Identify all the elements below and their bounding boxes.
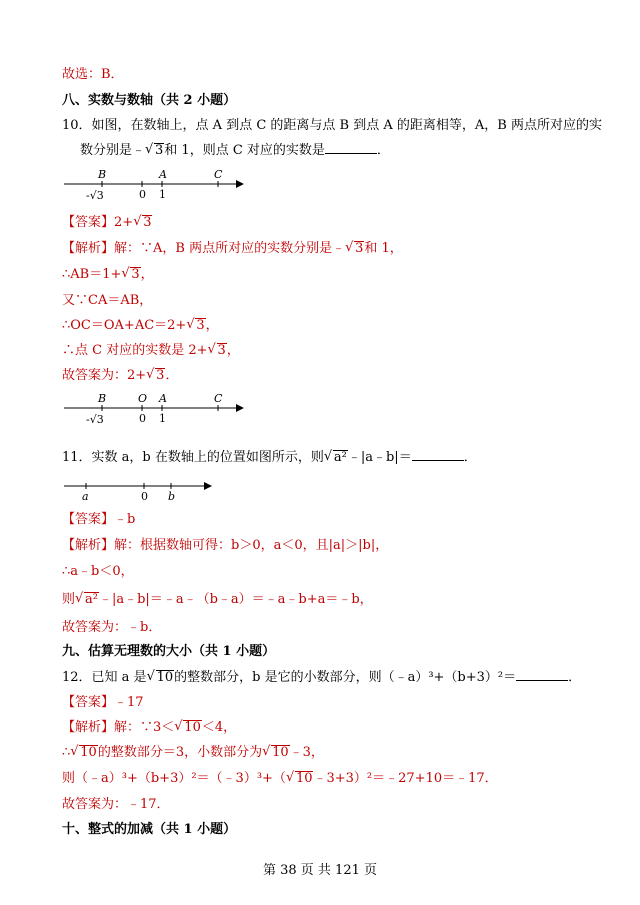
question-12 — [62, 668, 581, 687]
solution-12-line3 — [62, 770, 498, 788]
q12-text: ． — [568, 670, 582, 685]
solution-text: 解：∵A，B 两点所对应的实数分别是﹣ — [114, 241, 346, 256]
number-line-1 — [60, 166, 250, 210]
q12-text: 的整数部分，b 是它的小数部分，则（﹣a）³+（b+3）²＝ — [174, 670, 517, 685]
axis1-label-neg-sqrt3: -√3 — [86, 189, 104, 202]
solution-11-line2: ∴a﹣b＜0， — [62, 564, 134, 579]
q10-text: 数分别是﹣ — [80, 143, 146, 158]
sqrt-10: √ 10 — [286, 770, 314, 788]
answer-10 — [62, 214, 152, 232]
answer-12 — [62, 694, 144, 712]
solution-11-line3 — [62, 591, 373, 609]
answer-blank — [516, 668, 568, 681]
solution-text: 和 1， — [364, 241, 403, 256]
solution-12-line1 — [62, 719, 236, 737]
axis3-label-b: b — [168, 490, 176, 503]
axis2-label-b: B — [98, 392, 107, 405]
q11-text: 11．实数 a，b 在数轴上的位置如图所示，则 — [62, 450, 324, 465]
sqrt-10: √ 10 — [262, 744, 290, 762]
axis1-label-b: B — [98, 168, 107, 181]
q12-text: 12．已知 a 是 — [62, 670, 147, 685]
solution-10-line5 — [62, 342, 240, 360]
solution-text: ﹣3+3）²＝﹣27+10＝﹣17． — [313, 771, 498, 786]
section-heading-10: 十、整式的加减（共 1 小题） — [62, 822, 237, 837]
solution-tag: 【解析】 — [62, 241, 115, 256]
answer-tag: 【答案】 — [62, 695, 115, 710]
solution-text: 解：根据数轴可得：b＞0，a＜0，且|a|＞|b|， — [114, 538, 389, 553]
axis2-label-0: 0 — [139, 412, 146, 425]
axis3-label-0: 0 — [141, 490, 148, 503]
question-10-line2 — [80, 141, 390, 160]
answer-blank — [412, 448, 464, 461]
solution-10-line2 — [62, 266, 154, 284]
q10-text: 和 1，则点 C 对应的实数是 — [164, 143, 325, 158]
section-heading-8: 八、实数与数轴（共 2 小题） — [62, 93, 237, 108]
answer-11-value: ﹣b — [114, 512, 136, 527]
solution-11-line1 — [62, 537, 388, 555]
question-11 — [62, 448, 477, 467]
solution-text: ∴OC＝OA+AC＝2+ — [62, 318, 187, 333]
answer-tag: 【答案】 — [62, 215, 115, 230]
axis3-label-a: a — [82, 490, 89, 503]
axis1-label-0: 0 — [139, 188, 146, 201]
solution-11-line4: 故答案为：﹣b． — [62, 620, 162, 635]
sqrt-10: √ 10 — [70, 744, 98, 762]
axis2-label-1: 1 — [159, 412, 166, 425]
solution-12-line4: 故答案为：﹣17． — [62, 797, 170, 812]
q10-text: ． — [376, 143, 390, 158]
number-line-3 — [60, 474, 220, 504]
solution-12-line2 — [62, 744, 324, 762]
q11-text: ﹣|a﹣b|＝ — [347, 450, 412, 465]
solution-text: ＜4， — [201, 720, 237, 735]
sqrt-3: √ 3 — [145, 142, 164, 160]
axis1-label-1: 1 — [159, 188, 166, 201]
question-10-line1: 10．如图，在数轴上，点 A 到点 C 的距离与点 B 到点 A 的距离相等，A，B 两点所对应的实 — [62, 118, 602, 133]
solution-tag: 【解析】 — [62, 538, 115, 553]
solution-10-line4 — [62, 317, 219, 335]
axis1-label-a: A — [159, 168, 167, 181]
axis2-label-neg-sqrt3: -√3 — [86, 413, 104, 426]
solution-text: 解：∵3＜ — [114, 720, 175, 735]
solution-text: ∴点 C 对应的实数是 2+ — [62, 343, 208, 358]
solution-text: ﹣|a﹣b|＝﹣a﹣（b﹣a）＝﹣a﹣b+a＝﹣b， — [98, 592, 373, 607]
sqrt-3: √ 3 — [121, 266, 140, 284]
answer-tag: 【答案】 — [62, 512, 115, 527]
sqrt-a-squared: √ a² — [324, 449, 348, 467]
sqrt-10: √ 10 — [147, 669, 175, 687]
section-heading-9: 九、估算无理数的大小（共 1 小题） — [62, 644, 276, 659]
sqrt-3: √ 3 — [146, 367, 165, 385]
solution-text: ， — [226, 343, 240, 358]
solution-10-line3: 又∵CA＝AB， — [62, 293, 153, 308]
answer-10-value: 2+ — [114, 215, 134, 230]
axis2-label-a: A — [159, 392, 167, 405]
sqrt-10: √ 10 — [174, 719, 202, 737]
axis2-label-c: C — [214, 392, 223, 405]
axis1-label-c: C — [214, 168, 223, 181]
solution-10-line1 — [62, 240, 403, 258]
solution-text: ∴AB＝1+ — [62, 267, 122, 282]
prev-answer: 故选：B． — [62, 67, 124, 82]
solution-tag: 【解析】 — [62, 720, 115, 735]
solution-text: 则（﹣a）³+（b+3）²＝（﹣3）³+（ — [62, 771, 286, 786]
solution-text: ∴ — [62, 745, 71, 760]
q11-text: ． — [463, 450, 477, 465]
solution-text: ， — [205, 318, 219, 333]
solution-text: ﹣3， — [289, 745, 324, 760]
number-line-2 — [60, 390, 250, 434]
solution-text: 的整数部分＝3，小数部分为 — [97, 745, 263, 760]
axis2-label-o: O — [138, 392, 148, 405]
solution-text: 则 — [62, 592, 76, 607]
sqrt-3: √ 3 — [345, 240, 364, 258]
answer-12-value: ﹣17 — [114, 695, 144, 710]
sqrt-a-squared: √ a² — [75, 591, 99, 609]
answer-blank — [325, 141, 377, 154]
page-footer: 第 38 页 共 121 页 — [262, 863, 378, 878]
sqrt-3: √ 3 — [186, 317, 205, 335]
solution-text: ， — [140, 267, 154, 282]
solution-text: ． — [165, 368, 179, 383]
solution-text: 故答案为：2+ — [62, 368, 147, 383]
sqrt-3: √ 3 — [208, 342, 227, 360]
answer-11 — [62, 511, 135, 529]
solution-10-line6 — [62, 367, 178, 385]
sqrt-3: √ 3 — [133, 214, 152, 232]
